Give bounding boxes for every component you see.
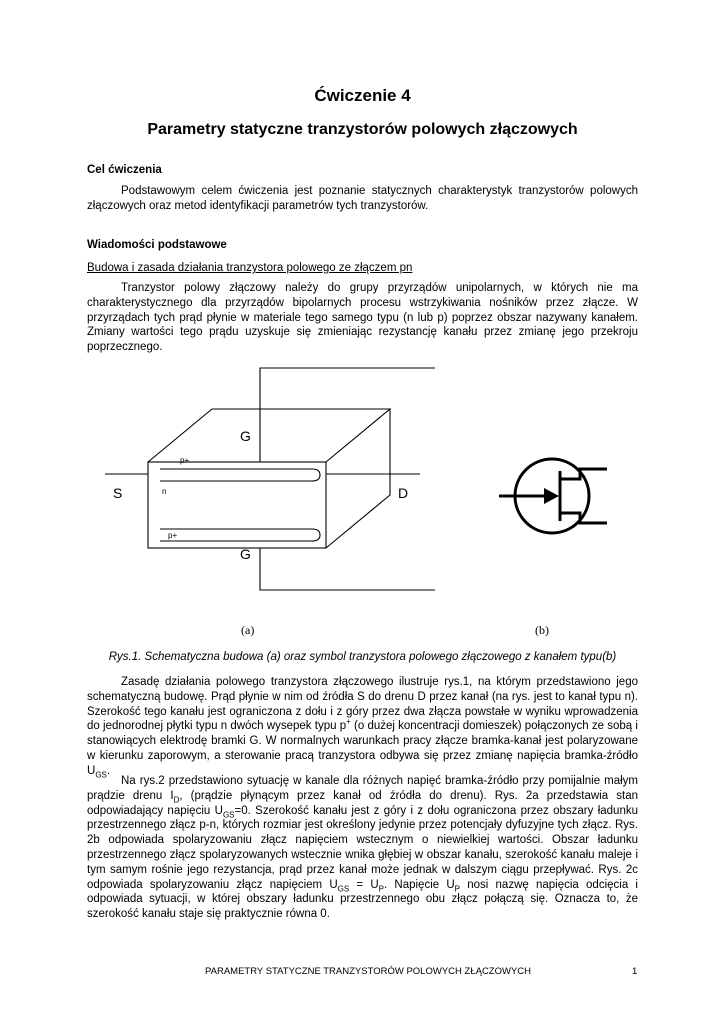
page-title: Ćwiczenie 4 [314,86,411,105]
figure-caption: Rys.1. Schematyczna budowa (a) oraz symbol tranzystora polowego złączowego z kanałem typu(b) [108,651,617,663]
section-heading-goal: Cel ćwiczenia [87,164,162,176]
jfet-structure-diagram [100,362,460,632]
n-channel-label: n [162,487,167,496]
figure-a-label: (a) [241,623,255,637]
source-label: S [113,485,123,501]
subsection-heading: Budowa i zasada działania tranzystora polowego ze złączem pn [87,262,413,274]
gate-label-bottom: G [240,546,251,562]
footer-title: PARAMETRY STATYCZNE TRANZYSTORÓW POLOWYCH ZŁĄCZOWYCH [205,966,532,977]
principle-paragraph: Zasadę działania polowego tranzystora złączowego ilustruje rys.1, na którym przedstawiono jego schematyczną budowę. Prąd płynie w nim od źródła S do drenu D przez kanał (na rys. jest to kanał typu n). Szerokość tego kanału jest ograniczona z dołu i z góry przez dwa złącza powstałe w wyniku wprowadzenia do jednorodnej płytki typu n dwóch wysepek typu p+ (o dużej koncentracji domieszek) połączonych ze sobą i stanowiących elektrodę bramki G. W normalnych warunkach pracy złącze bramka-kanał jest polaryzowane w kierunku zaporowym, a sterowanie pracą tranzystora odbywa się przez zmianę napięcia bramka-źródło $U_{GS}$. [87,676,638,780]
gate-label-top: G [240,428,251,444]
page-number: 1 [632,966,638,977]
goal-paragraph: Podstawowym celem ćwiczenia jest poznanie statycznych charakterystyk tranzystorów polowych złączowych oraz metod identyfikacji parametrów tych tranzystorów. [87,185,638,212]
intro-paragraph: Tranzystor polowy złączowy należy do grupy przyrządów unipolarnych, w których nie ma charakterystycznego dla przyrządów bipolarnych procesu wstrzykiwania nośników przez złącze. W przyrządach tych prąd płynie w materiale tego samego typu (n lub p) poprzez obszar nazywany kanałem. Zmiany wartości tego prądu uzyskuje się zmieniając rezystancję kanału przez zmianę jego przekroju poprzecznego. [87,282,638,354]
channel-paragraph: Na rys.2 przedstawiono sytuację w kanale dla różnych napięć bramka-źródło przy pomijalnie małym prądzie drenu $I_D$, (prądzie płynącym przez kanał od źródła do drenu). Rys. 2a przedstawia stan odpowiadający napięciu $U_{GS}=0$. Szerokość kanału jest z góry i z dołu ograniczona przez obszary ładunku przestrzennego złącz p-n, których rozmiar jest określony jedynie przez potencjały dyfuzyjne tych złącz. Rys. 2b odpowiada spolaryzowaniu złącz napięciem wstecznym o niewielkiej wartości. Obszar ładunku przestrzennego złącz spolaryzowanych wstecznie wnika głębiej w obszar kanału, szerokość kanału maleje i tym samym rośnie jego rezystancja, prąd przez kanał może jednak w dalszym ciągu przepływać. Rys. 2c odpowiada spolaryzowaniu złącz napięciem $U_{GS} = U_P$. Napięcie $U_P$ nosi nazwę napięcia odcięcia i odpowiada sytuacji, w której obszary ładunku przestrzennego obu złącz połączą się. Oznacza to, że szerokość kanału staje się praktycznie równa 0. [87,775,638,921]
p-plus-top-label: p+ [180,456,190,465]
figure-b-label: (b) [535,623,549,637]
jfet-symbol [495,452,620,540]
section-heading-basics: Wiadomości podstawowe [87,239,227,251]
page-subtitle: Parametry statyczne tranzystorów polowych złączowych [147,121,578,138]
drain-label: D [398,485,409,501]
p-plus-bottom-label: p+ [168,531,178,540]
